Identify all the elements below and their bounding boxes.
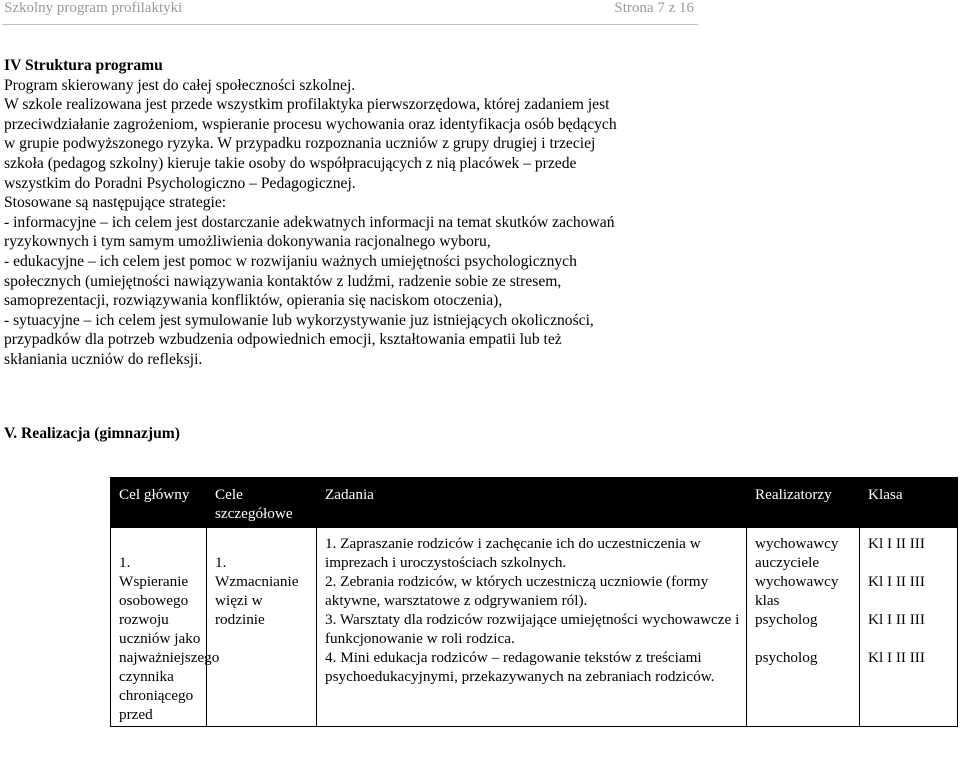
task-item: 4. Mini edukacja rodziców – redagowanie tekstów z treściami psychoedukacyjnymi, przekazywanych na zebraniach rodziców. bbox=[325, 649, 715, 685]
paragraph: Program skierowany jest do całej społeczności szkolnej. bbox=[4, 76, 356, 94]
paragraph: - sytuacyjne – ich celem jest symulowanie lub wykorzystywanie juz istniejących okoliczności, przypadków dla potrzeb wzbudzenia odpowiednich emocji, kształtowania empatii lub też skłaniania uczniów do refleksji. bbox=[4, 311, 594, 368]
tasks-cell bbox=[317, 528, 747, 727]
document-title: Szkolny program profilaktyki bbox=[4, 0, 183, 16]
implementer: auczyciele bbox=[755, 554, 820, 571]
implementer: psycholog bbox=[755, 611, 818, 628]
implementers-cell bbox=[747, 528, 860, 727]
section-heading: IV Struktura programu bbox=[4, 57, 163, 74]
column-header: Klasa bbox=[860, 478, 958, 528]
task-item: 2. Zebrania rodziców, w których uczestniczą uczniowie (formy aktywne, warsztatowe z odgrywaniem ról). bbox=[325, 573, 709, 609]
section-structure bbox=[4, 56, 624, 370]
paragraph: - informacyjne – ich celem jest dostarczanie adekwatnych informacji na temat skutków zachowań ryzykownych i tym samym umożliwienia dokonywania racjonalnego wyboru, bbox=[4, 213, 615, 251]
class-cell bbox=[860, 528, 958, 727]
class-value: Kl I II III bbox=[868, 649, 925, 666]
column-header: Cel główny bbox=[111, 478, 207, 528]
program-table bbox=[110, 477, 958, 727]
specific-goals-cell bbox=[207, 528, 317, 727]
page-header bbox=[0, 0, 700, 20]
implementer: wychowawcy bbox=[755, 573, 839, 590]
main-goal-cell bbox=[111, 528, 220, 727]
column-header: Realizatorzy bbox=[747, 478, 860, 528]
task-item: 3. Warsztaty dla rodziców rozwijające umiejętności wychowawcze i funkcjonowanie w roli rodzica. bbox=[325, 611, 740, 647]
page-number: Strona 7 z 16 bbox=[614, 0, 694, 16]
paragraph: Stosowane są następujące strategie: bbox=[4, 194, 227, 212]
table-row bbox=[111, 528, 958, 727]
column-header: Cele szczegółowe bbox=[207, 478, 317, 528]
class-value: Kl I II III bbox=[868, 535, 925, 552]
task-item: 1. Zapraszanie rodziców i zachęcanie ich do uczestniczenia w imprezach i uroczystościach szkolnych. bbox=[325, 535, 701, 571]
header-divider bbox=[2, 24, 698, 25]
specific-goal-text: 1. Wzmacnianie więzi w rodzinie bbox=[215, 554, 299, 628]
section-heading-realization: V. Realizacja (gimnazjum) bbox=[4, 425, 180, 442]
implementer: psycholog bbox=[755, 649, 818, 666]
table-header-row bbox=[111, 478, 958, 528]
main-goal-text: 1. Wspieranie osobowego rozwoju uczniów jako najważniejszego czynnika chroniącego przed bbox=[119, 554, 220, 723]
implementer: klas bbox=[755, 592, 780, 609]
class-value: Kl I II III bbox=[868, 573, 925, 590]
paragraph: W szkole realizowana jest przede wszystkim profilaktyka pierwszorzędowa, której zadaniem jest przeciwdziałanie zagrożeniom, wspieranie procesu wychowania oraz identyfikacja osób będących w grupie podwyższonego ryzyka. W przypadku rozpoznania uczniów z grupy drugiej i trzeciej szkoła (pedagog szkolny) kieruje takie osoby do współpracujących z nią placówek – przede wszystkim do Poradni Psychologiczno – Pedagogicznej. bbox=[4, 96, 617, 192]
class-value: Kl I II III bbox=[868, 611, 925, 628]
implementer: wychowawcy bbox=[755, 535, 839, 552]
column-header: Zadania bbox=[317, 478, 747, 528]
paragraph: - edukacyjne – ich celem jest pomoc w rozwijaniu ważnych umiejętności psychologicznych społecznych (umiejętności nawiązywania kontaktów z ludźmi, radzenie sobie ze stresem, samoprezentacji, rozwiązywania konfliktów, opierania się naciskom otoczenia), bbox=[4, 252, 577, 310]
